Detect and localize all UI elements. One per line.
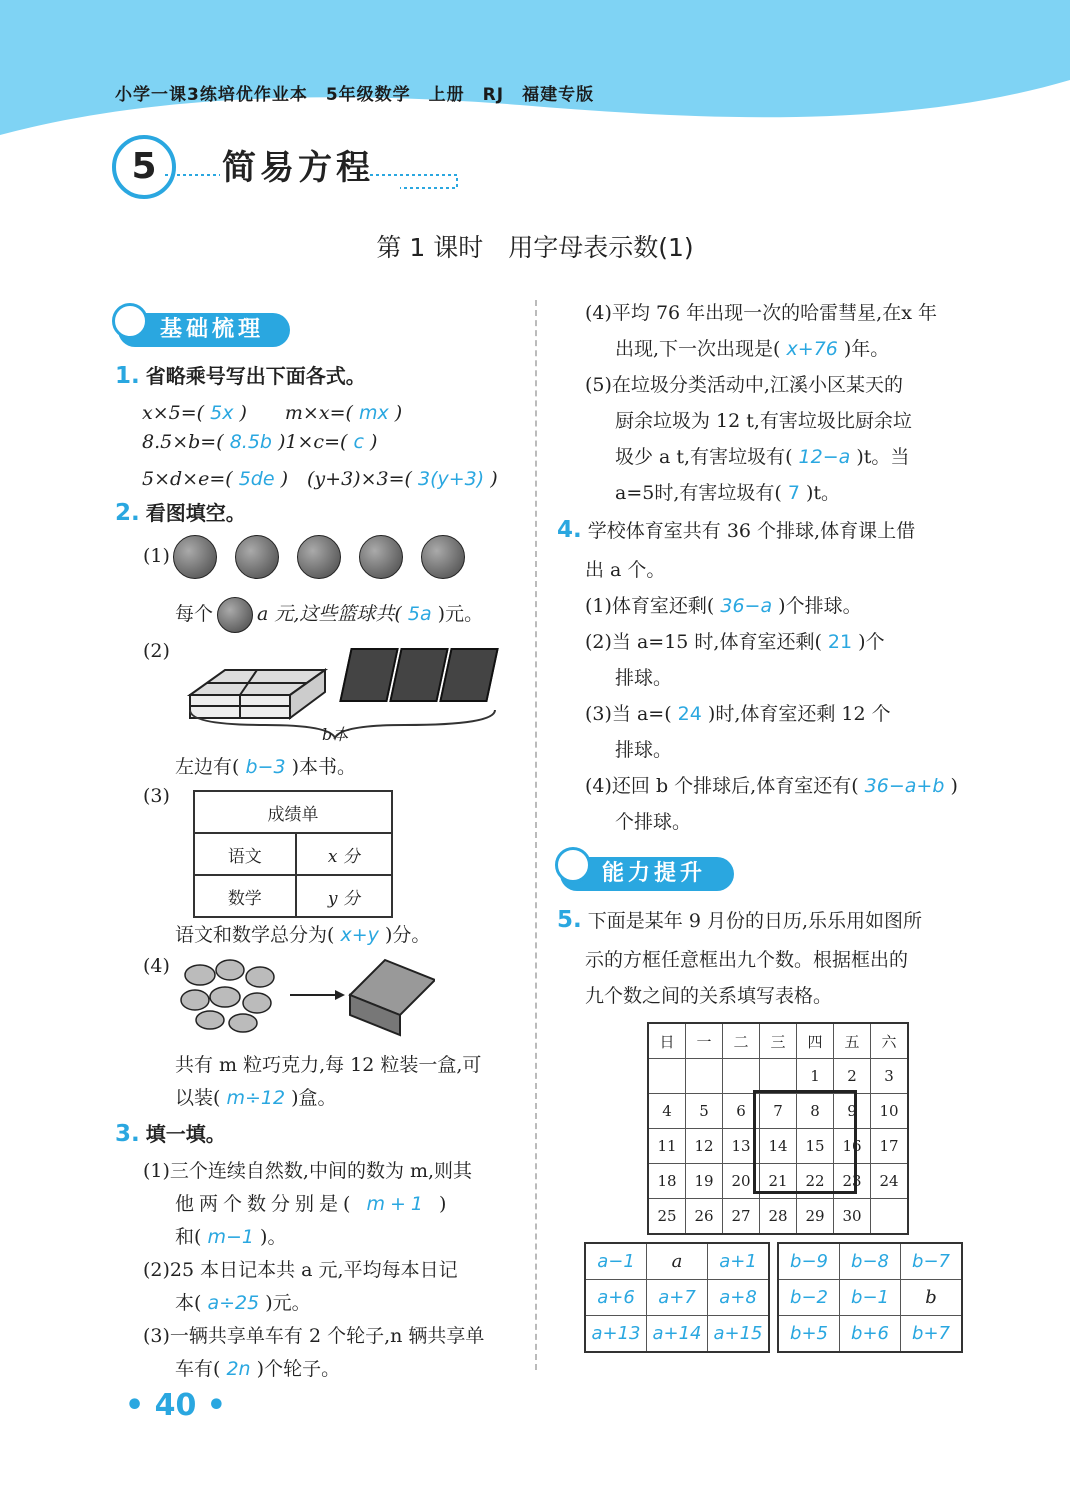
basketball-image	[297, 535, 341, 579]
brace-label: b本	[322, 725, 349, 744]
chapter-number: 5	[112, 135, 176, 199]
q3-p1-line2: 他两个数分别是( m+1 )	[175, 1193, 452, 1215]
q4-p1: (1)体育室还剩( 36−a )个排球。	[585, 595, 862, 617]
q3-p1-line1: (1)三个连续自然数,中间的数为 m,则其	[143, 1160, 473, 1182]
answer: 21	[827, 631, 853, 653]
header-wave	[0, 0, 1070, 150]
q1-heading	[115, 360, 366, 389]
answer: 36−a	[720, 595, 773, 617]
q3-p5-line4: a=5时,有害垃圾有( 7 )t。	[615, 482, 841, 504]
relation-table-b	[777, 1242, 963, 1353]
q3-p3-line2: 车有( 2n )个轮子。	[175, 1358, 341, 1380]
answer-cell: b−8	[840, 1243, 901, 1280]
answer-cell: b−1	[840, 1280, 901, 1316]
q5-number: 5.	[557, 907, 582, 933]
calendar-selection-frame	[753, 1090, 857, 1194]
calendar-row: 11 12 13 14 15 16 17	[648, 1129, 908, 1164]
q4-heading	[557, 516, 915, 543]
q4-p4-cont: 个排球。	[615, 811, 692, 833]
q3-p2-line1: (2)25 本日记本共 a 元,平均每本日记	[143, 1259, 458, 1281]
basketball-image	[235, 535, 279, 579]
section-basic-banner: 基础梳理	[118, 313, 290, 347]
q4-p3-cont: 排球。	[615, 739, 673, 761]
basketball-icon	[217, 597, 253, 633]
q4-text: 学校体育室共有 36 个排球,体育课上借	[587, 520, 916, 542]
table-cell: a	[647, 1243, 708, 1280]
q1-row-3: 5×d×e=( 5de ) (y+3)×3=( 3(y+3) )	[142, 468, 498, 490]
answer: 24	[677, 703, 702, 725]
section-ability-banner: 能力提升	[560, 857, 734, 891]
q2-p4-text-1: 共有 m 粒巧克力,每 12 粒装一盒,可	[175, 1054, 482, 1076]
q4-p4: (4)还回 b 个排球后,体育室还有( 36−a+b )	[585, 775, 958, 797]
q1-row-1: x×5=( 5x ) m×x=( mx )	[142, 402, 403, 424]
q4-p2: (2)当 a=15 时,体育室还剩( 21 )个	[585, 631, 885, 653]
q3-p5-line1: (5)在垃圾分类活动中,江溪小区某天的	[585, 374, 903, 396]
calendar-row: 18 19 20 21 22 23 24	[648, 1164, 908, 1199]
calendar-header-row: 日 一 二 三 四 五 六	[648, 1023, 908, 1059]
chocolate-figure	[175, 955, 435, 1040]
answer-cell: a+1	[708, 1243, 770, 1280]
table-cell: b	[901, 1280, 963, 1316]
answer: a÷25	[207, 1292, 260, 1314]
answer-cell: b−9	[778, 1243, 840, 1280]
q2-p4-label: (4)	[143, 955, 170, 977]
answer: 3(y+3)	[417, 468, 485, 490]
lesson-title: 第 1 课时 用字母表示数(1)	[376, 233, 694, 262]
answer: m÷12	[226, 1087, 286, 1109]
answer-cell: a+6	[585, 1280, 647, 1316]
table-cell: 语文	[194, 833, 296, 875]
relation-table-a	[584, 1242, 770, 1353]
answer-cell: a−1	[585, 1243, 647, 1280]
q2-title: 看图填空。	[145, 501, 246, 525]
q5-text-2: 示的方框任意框出九个数。根据框出的	[585, 949, 909, 971]
clock-icon	[555, 847, 591, 883]
q2-p4-text-2: 以装( m÷12 )盒。	[175, 1087, 337, 1109]
q2-number: 2.	[115, 500, 140, 526]
q2-p2-label: (2)	[143, 640, 170, 662]
q5-text: 下面是某年 9 月份的日历,乐乐用如图所	[587, 910, 923, 932]
q3-p2-line2: 本( a÷25 )元。	[175, 1292, 311, 1314]
q3-number: 3.	[115, 1121, 140, 1147]
q1-title: 省略乘号写出下面各式。	[145, 364, 366, 388]
calendar-row: 1 2 3	[648, 1059, 908, 1094]
answer-cell: a+13	[585, 1316, 647, 1353]
clock-icon	[112, 303, 148, 339]
q4-p2-cont: 排球。	[615, 667, 673, 689]
basketball-image	[421, 535, 465, 579]
answer: x+76	[786, 338, 838, 360]
answer: 8.5b	[229, 431, 272, 453]
q3-heading	[115, 1118, 226, 1147]
q4-p3: (3)当 a=( 24 )时,体育室还剩 12 个	[585, 703, 891, 725]
q3-p4-line2: 出现,下一次出现是( x+76 )年。	[615, 338, 890, 360]
score-table-title: 成绩单	[194, 791, 392, 833]
answer: x+y	[340, 924, 379, 946]
answer-cell: b+5	[778, 1316, 840, 1353]
q2-p3-label: (3)	[143, 785, 170, 807]
q3-p1-line3: 和( m−1 )。	[175, 1226, 287, 1248]
answer: m−1	[207, 1226, 254, 1248]
q5-text-3: 九个数之间的关系填写表格。	[585, 985, 833, 1007]
answer: 5de	[238, 468, 275, 490]
q4-number: 4.	[557, 517, 582, 543]
answer-cell: b−7	[901, 1243, 963, 1280]
answer: mx	[358, 402, 389, 424]
q2-p1-text: 每个 a 元,这些篮球共( 5a )元。	[175, 597, 483, 633]
answer: 5x	[210, 402, 234, 424]
table-cell: y 分	[296, 875, 392, 917]
q1-row-2: 8.5×b=( 8.5b )1×c=( c )	[142, 431, 378, 453]
calendar-row: 4 5 6 7 8 9 10	[648, 1094, 908, 1129]
q3-p3-line1: (3)一辆共享单车有 2 个轮子,n 辆共享单	[143, 1325, 485, 1347]
column-divider	[535, 300, 537, 1370]
answer: 36−a+b	[864, 775, 945, 797]
q3-p4-line1: (4)平均 76 年出现一次的哈雷彗星,在x 年	[585, 302, 937, 324]
answer: 12−a	[798, 446, 851, 468]
basketball-image	[173, 535, 217, 579]
answer: 2n	[226, 1358, 251, 1380]
q3-title: 填一填。	[145, 1122, 226, 1146]
answer-cell: b+7	[901, 1316, 963, 1353]
answer-cell: a+7	[647, 1280, 708, 1316]
page-number: • 40 •	[125, 1388, 226, 1423]
chapter-title: 简易方程	[222, 148, 374, 188]
calendar-row: 25 26 27 28 29 30	[648, 1199, 908, 1235]
answer: 5a	[407, 603, 432, 625]
answer-cell: a+8	[708, 1280, 770, 1316]
q3-p5-line2: 厨余垃圾为 12 t,有害垃圾比厨余垃	[615, 410, 912, 432]
answer-cell: b−2	[778, 1280, 840, 1316]
basketball-image	[359, 535, 403, 579]
q2-p2-text: 左边有( b−3 )本书。	[175, 756, 357, 778]
q1-number: 1.	[115, 363, 140, 389]
answer: c	[353, 431, 364, 453]
q3-p5-line3: 圾少 a t,有害垃圾有( 12−a )t。当	[615, 446, 910, 468]
table-cell: 数学	[194, 875, 296, 917]
book-header: 小学一课3练培优作业本 5年级数学 上册 RJ 福建专版	[115, 85, 595, 105]
q4-text-2: 出 a 个。	[585, 559, 666, 581]
q5-heading	[557, 906, 922, 933]
answer-cell: a+15	[708, 1316, 770, 1353]
q2-p1-label: (1)	[143, 545, 170, 567]
q2-heading	[115, 497, 246, 526]
answer: m+1	[366, 1193, 428, 1215]
answer: 7	[787, 482, 800, 504]
q2-p3-text: 语文和数学总分为( x+y )分。	[175, 924, 431, 946]
score-table	[193, 790, 393, 918]
answer-cell: b+6	[840, 1316, 901, 1353]
table-cell: x 分	[296, 833, 392, 875]
answer: b−3	[245, 756, 286, 778]
answer-cell: a+14	[647, 1316, 708, 1353]
